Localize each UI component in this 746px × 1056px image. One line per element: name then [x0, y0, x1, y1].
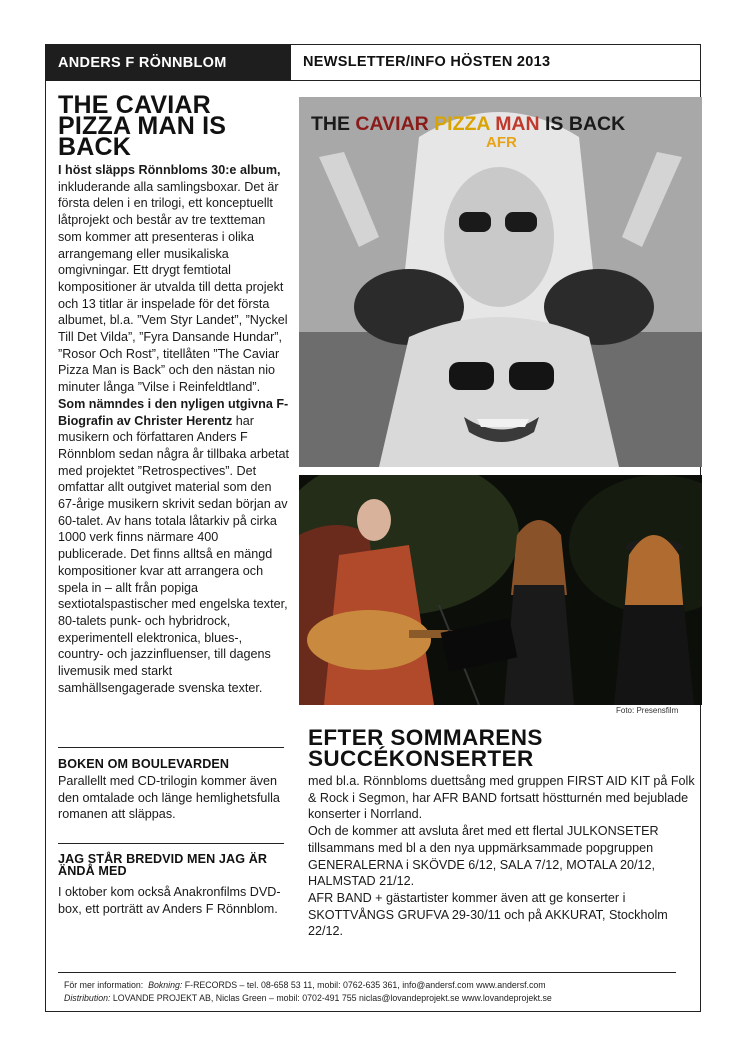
concert-illustration [299, 475, 702, 705]
section-title-dvd: JAG STÅR BREDVID MEN JAG ÄR ÄNDÅ MED [58, 852, 268, 878]
article-paragraph-2 [58, 396, 290, 697]
footer-line-2 [64, 992, 694, 1005]
footer-distribution-label: Distribution: [64, 993, 111, 1003]
footer-booking-text: F-RECORDS – tel. 08-658 53 11, mobil: 0762-635 361, info@andersf.com www.andersf.com [184, 980, 546, 990]
article-title: THE CAVIAR PIZZA MAN IS BACK [58, 91, 227, 161]
lead-text: inkluderande alla samlingsboxar. Det är första delen i en trilogi, ett konceptuellt låtprojekt och består av tre textteman som kommer att presenteras i olika arrangemang eller musikaliska omgivningar. Ett drygt femtiotal kompositioner är utvalda till detta projekt och 13 titlar är inspelade för det första albumet, bl.a. ”Vem Styr Landet”, ”Nyckel Till Det Vilda”, ”Fyra Dansande Hundar”, ”Rosor Och Rost”, titellåten ”The Caviar Pizza Man is Back” och den nästan nio minuter långa ”Vilse i Reinfeldtland”. [58, 179, 288, 395]
article2-paragraph-1: med bl.a. Rönnbloms duettsång med gruppen FIRST AID KIT på Folk & Rock i Segmon, har AFR BAND fortsatt höstturnén med bejublade konserter i Norrland. [308, 774, 695, 822]
section-title-boken: BOKEN OM BOULEVARDEN [58, 757, 230, 771]
article-paragraph-1 [58, 162, 290, 396]
photo-credit: Foto: Presensfilm [616, 706, 679, 715]
article-main [58, 91, 290, 697]
poster-word-pizza: PIZZA [434, 113, 496, 135]
article2-paragraph-2: Och de kommer att avsluta året med ett flertal JULKONSETER tillsammans med bl a den nya uppmärksammade popgruppen GENERALERNA i SKÖVDE 6/12, SALA 7/12, MOTALA 20/12, HALMSTAD 21/12. [308, 824, 659, 889]
poster-word-the: THE [311, 113, 356, 135]
article2-title: EFTER SOMMARENS SUCCÉKONSERTER [308, 725, 543, 771]
poster-illustration [299, 97, 702, 467]
footer-booking-label: Bokning: [148, 980, 183, 990]
header-author: ANDERS F RÖNNBLOM [45, 44, 291, 81]
section-text-dvd: I oktober kom också Anakronfilms DVD-box, ett porträtt av Anders F Rönnblom. [58, 885, 281, 916]
lead-bold: I höst släpps Rönnbloms 30:e album, [58, 163, 281, 177]
poster-word-caviar: CAVIAR [355, 113, 435, 135]
footer-line-1 [64, 979, 694, 992]
footer-prefix: För mer information: [64, 980, 144, 990]
poster-word-man: MAN [495, 113, 546, 135]
header-newsletter: NEWSLETTER/INFO HÖSTEN 2013 [291, 44, 701, 81]
poster-photo [299, 97, 702, 467]
footer-distribution-text: LOVANDE PROJEKT AB, Niclas Green – mobil: 0702-491 755 niclas@lovandeprojekt.se www.lovandeprojekt.se [112, 993, 552, 1003]
poster-word-isback: IS BACK [545, 113, 626, 135]
article2-body [308, 773, 698, 940]
footer-divider [58, 972, 676, 973]
p2-text: har musikern och författaren Anders F Rönnblom sedan några år tillbaka arbetat med projektet ”Retrospectives”. Det omfattar allt outgivet material som den 67-årige musikern skrivit sedan början av 60-talet. Av hans totala låtarkiv på cirka 1000 verk finns närmare 400 publicerade. Det finns alltså en mängd kompositioner kvar att arrangera och spela in – allt från popiga sextiotalspastischer med engelska texter, 80-talets punk- och hybridrock, experimentell elektronica, blues-, country- och jazzinfluenser, till dagens livemusik med starkt samhällsengagerade svenska texter. [58, 413, 290, 695]
article2-paragraph-3: AFR BAND + gästartister kommer även att ge konserter i SKOTTVÅNGS GRUFVA 29-30/11 och på AKKURAT, Stockholm 22/12. [308, 890, 668, 939]
svg-text:THE CAVIAR PIZZA MAN IS BACK [311, 113, 625, 135]
divider [58, 843, 284, 844]
divider [58, 747, 284, 748]
poster-afr: AFR [486, 134, 517, 151]
concert-photo [299, 475, 702, 705]
section-text-boken: Parallellt med CD-trilogin kommer även den omtalade och länge hemlighetsfulla romanen att släppas. [58, 774, 280, 822]
p2-bold: Som nämndes i den nyligen utgivna F-Biografin av Christer Herentz [58, 396, 289, 428]
footer [64, 979, 694, 1005]
